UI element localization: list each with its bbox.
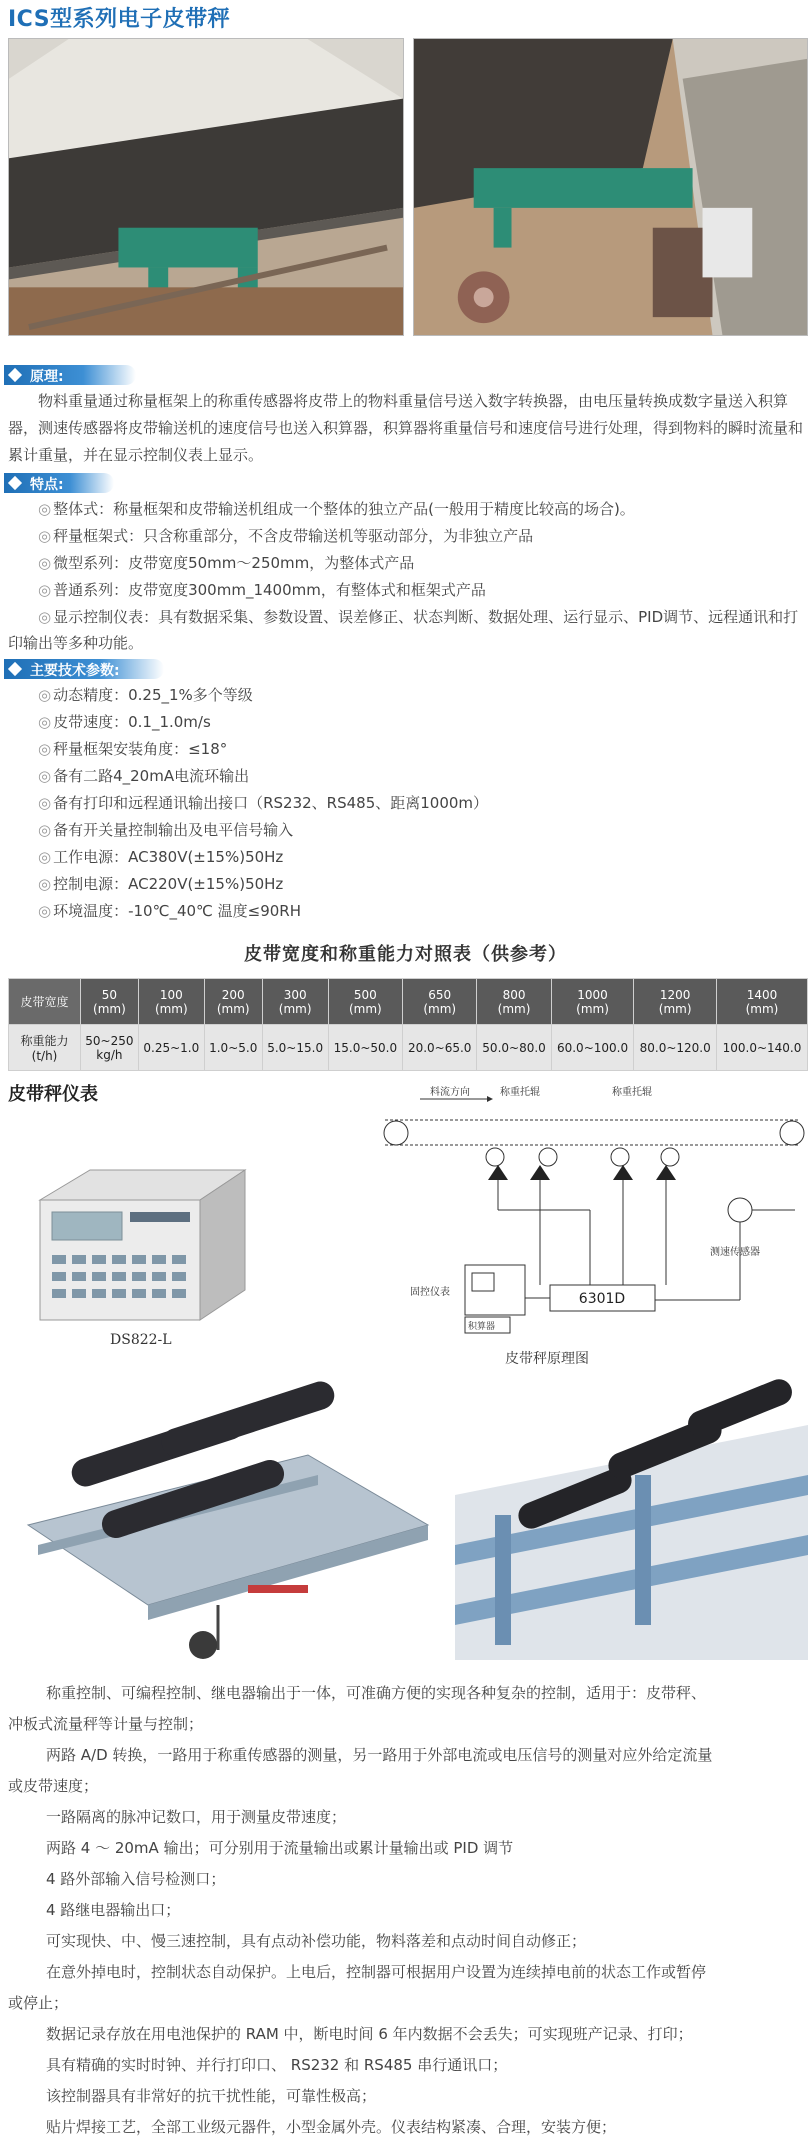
principle-text: 物料重量通过称量框架上的称重传感器将皮带上的物料重量信号送入数字转换器，由电压量转换成数字量送入积算器，测速传感器将皮带输送机的速度信号也送入积算器，积算器将重量信号和速度信号进行处理，得到物料的瞬时流量和累计重量，并在显示控制仪表上显示。 — [8, 392, 804, 464]
table-header-cell: 50 (mm) — [81, 979, 139, 1025]
description-line: 两路 A/D 转换，一路用于称重传感器的测量，另一路用于外部电流或电压信号的测量对应外给定流量 — [46, 1746, 713, 1764]
belt-scale-photo-right — [413, 38, 808, 336]
belt-scale-photo-left — [8, 38, 404, 336]
table-cell: 80.0~120.0 — [634, 1025, 717, 1071]
table-header-cell: 800 (mm) — [477, 979, 551, 1025]
capacity-table — [8, 978, 808, 1071]
table-header-row — [9, 979, 808, 1025]
principle-heading: 原理: — [4, 364, 136, 386]
principle-diagram — [380, 1085, 808, 1335]
spec-item: ◎ 控制电源：AC220V(±15%)50Hz — [38, 875, 284, 893]
table-cell: 15.0~50.0 — [328, 1025, 402, 1071]
description-line: 一路隔离的脉冲记数口，用于测量皮带速度； — [46, 1808, 347, 1826]
table-cell: 称重能力 (t/h) — [9, 1025, 81, 1071]
feature-item: ◎ 显示控制仪表：具有数据采集、参数设置、误差修正、状态判断、数据处理、运行显示、PID调节、远程通讯和打印输出等多种功能。 — [8, 608, 799, 652]
table-cell: 50~250 kg/h — [81, 1025, 139, 1071]
table-cell: 1.0~5.0 — [204, 1025, 262, 1071]
instrument-heading: 皮带秤仪表 — [8, 1084, 98, 1105]
table-header-cell: 1000 (mm) — [551, 979, 634, 1025]
diagram-label-display: 固控仪表 — [410, 1287, 450, 1298]
table-header-cell: 1400 (mm) — [717, 979, 808, 1025]
feature-item: ◎ 秤量框架式：只含称重部分，不含皮带输送机等驱动部分，为非独立产品 — [38, 527, 534, 545]
description-line: 或停止； — [8, 1994, 69, 2012]
table-header-cell: 300 (mm) — [262, 979, 328, 1025]
diagram-caption: 皮带秤原理图 — [505, 1351, 589, 1367]
table-cell: 60.0~100.0 — [551, 1025, 634, 1071]
description-line: 4 路外部输入信号检测口； — [46, 1870, 226, 1888]
diagram-label-direction: 料流方向 — [430, 1087, 470, 1098]
idler-frame-photo-right — [455, 1375, 808, 1660]
table-header-cell: 100 (mm) — [138, 979, 204, 1025]
spec-item: ◎ 备有开关量控制输出及电平信号输入 — [38, 821, 294, 839]
controller-description — [8, 1678, 803, 2143]
feature-item: ◎ 普通系列：皮带宽度300mm_1400mm，有整体式和框架式产品 — [38, 581, 486, 599]
specs-heading: 主要技术参数: — [4, 658, 164, 680]
description-line: 或皮带速度； — [8, 1777, 99, 1795]
diagram-label-idler2: 称重托辊 — [612, 1087, 652, 1098]
description-line: 4 路继电器输出口； — [46, 1901, 181, 1919]
spec-item: ◎ 皮带速度：0.1_1.0m/s — [38, 713, 211, 731]
table-cell: 5.0~15.0 — [262, 1025, 328, 1071]
table-cell: 20.0~65.0 — [403, 1025, 477, 1071]
table-header-cell: 650 (mm) — [403, 979, 477, 1025]
instrument-photo — [30, 1160, 250, 1325]
features-heading: 特点: — [4, 472, 114, 494]
diagram-label-idler1: 称重托辊 — [500, 1087, 540, 1098]
description-line: 具有精确的实时时钟、并行打印口、 RS232 和 RS485 串行通讯口； — [46, 2056, 508, 2074]
diagram-label-speed: 测速传感器 — [710, 1247, 760, 1258]
description-line: 可实现快、中、慢三速控制，具有点动补偿功能，物料落差和点动时间自动修正； — [46, 1932, 587, 1950]
instrument-model-caption: DS822-L — [110, 1332, 172, 1348]
feature-item: ◎ 微型系列：皮带宽度50mm～250mm，为整体式产品 — [38, 554, 415, 572]
table-cell: 100.0~140.0 — [717, 1025, 808, 1071]
table-header-cell: 皮带宽度 — [9, 979, 81, 1025]
table-cell: 50.0~80.0 — [477, 1025, 551, 1071]
description-line: 冲板式流量秤等计量与控制； — [8, 1715, 204, 1733]
table-header-cell: 200 (mm) — [204, 979, 262, 1025]
feature-item: ◎ 整体式：称量框架和皮带输送机组成一个整体的独立产品(一般用于精度比较高的场合)。 — [38, 500, 635, 518]
description-line: 称重控制、可编程控制、继电器输出于一体，可准确方便的实现各种复杂的控制，适用于：皮带秤、 — [46, 1684, 707, 1702]
spec-item: ◎ 备有打印和远程通讯输出接口（RS232、RS485、距离1000m） — [38, 794, 489, 812]
diagram-label-integrator: 积算器 — [468, 1322, 496, 1332]
description-line: 数据记录存放在用电池保护的 RAM 中，断电时间 6 年内数据不会丢失；可实现班产记录、打印； — [46, 2025, 693, 2043]
spec-item: ◎ 环境温度：-10℃_40℃ 温度≤90RH — [38, 902, 301, 920]
table-header-cell: 500 (mm) — [328, 979, 402, 1025]
spec-item: ◎ 秤量框架安装角度：≤18° — [38, 740, 228, 758]
table-cell: 0.25~1.0 — [138, 1025, 204, 1071]
spec-item: ◎ 备有二路4_20mA电流环输出 — [38, 767, 250, 785]
diagram-label-controller: 6301D — [578, 1291, 626, 1307]
page-title: ICS型系列电子皮带秤 — [8, 7, 231, 32]
diamond-icon — [8, 368, 22, 382]
spec-item: ◎ 动态精度：0.25_1%多个等级 — [38, 686, 253, 704]
table-header-cell: 1200 (mm) — [634, 979, 717, 1025]
spec-item: ◎ 工作电源：AC380V(±15%)50Hz — [38, 848, 284, 866]
description-line: 贴片焊接工艺，全部工业级元器件，小型金属外壳。仪表结构紧凑、合理，安装方便； — [46, 2118, 617, 2136]
description-line: 该控制器具有非常好的抗干扰性能，可靠性极高； — [46, 2087, 377, 2105]
description-line: 两路 4 ～ 20mA 输出；可分别用于流量输出或累计量输出或 PID 调节 — [46, 1839, 514, 1857]
capacity-table-title: 皮带宽度和称重能力对照表（供参考） — [244, 944, 567, 965]
diamond-icon — [8, 662, 22, 676]
table-row — [9, 1025, 808, 1071]
idler-frame-photo-left — [8, 1375, 438, 1665]
diamond-icon — [8, 476, 22, 490]
description-line: 在意外掉电时，控制状态自动保护。上电后，控制器可根据用户设置为连续掉电前的状态工作或暂停 — [46, 1963, 707, 1981]
